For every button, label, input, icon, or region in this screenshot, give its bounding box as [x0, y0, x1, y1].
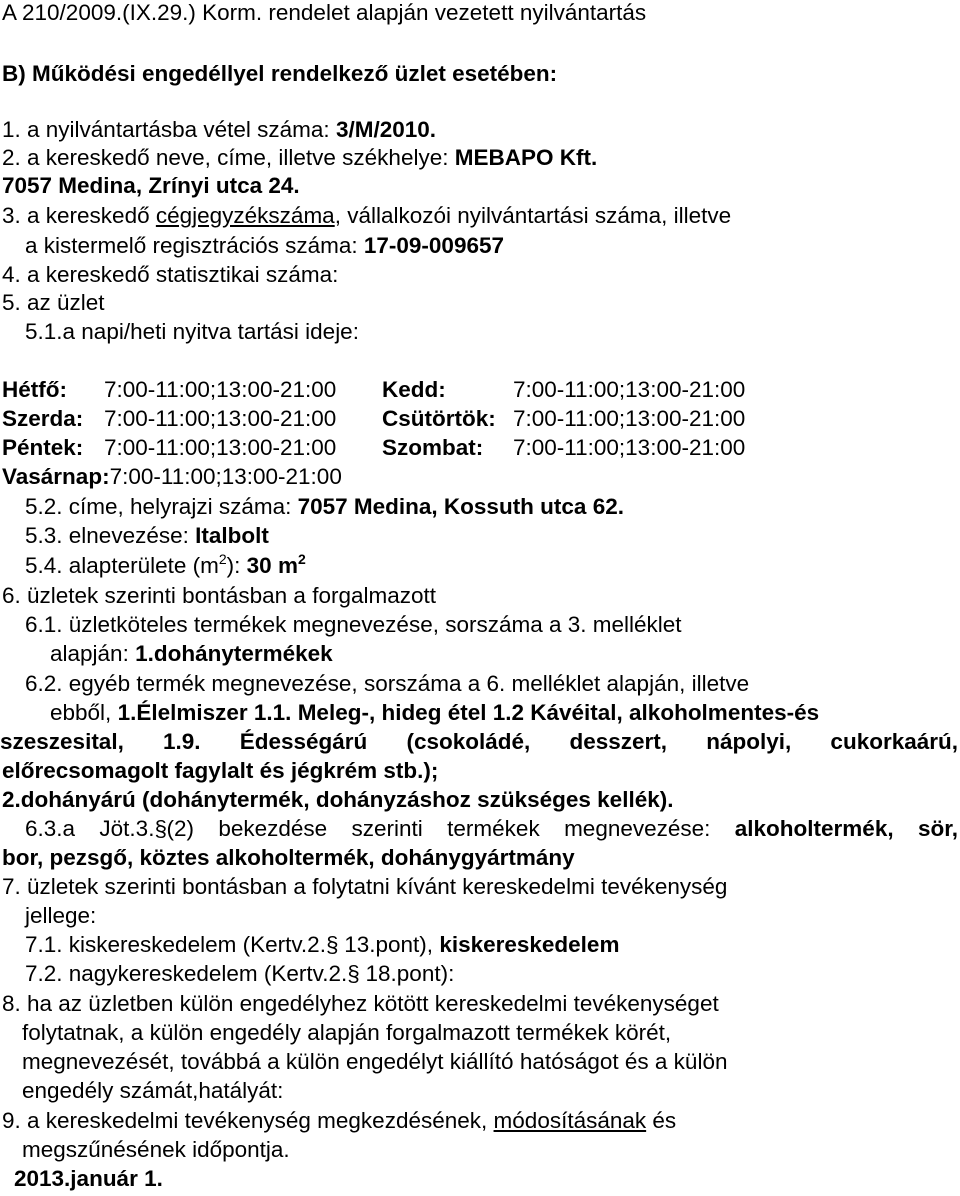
schedule-sat-label: Szombat: — [382, 435, 484, 460]
paragraph-symbol: § — [347, 961, 360, 986]
goods-6-1-value: alapján: 1.dohánytermékek — [50, 641, 333, 666]
goods-6: 6. üzletek szerinti bontásban a forgalmazott — [2, 583, 436, 608]
permits-8-line2: folytatnak, a külön engedély alapján forgalmazott termékek körét, — [22, 1020, 672, 1045]
goods-6-2: 6.2. egyéb termék megnevezése, sorszáma a 6. melléklet alapján, illetve — [25, 671, 750, 696]
activity-7-2: 7.2. nagykereskedelem (Kertv.2.§ 18.pont): — [25, 961, 455, 986]
activity-7-line2: jellege: — [25, 903, 97, 928]
goods-6-3: 6.3.a Jöt.3.§(2) bekezdése szerinti termékek megnevezése: alkoholtermék, sör, — [25, 816, 958, 841]
goods-6-2-line3: szeszesital, 1.9. Édességárú (csokoládé, desszert, nápolyi, cukorkaárú, — [0, 729, 958, 754]
schedule-mon-hours: 7:00-11:00;13:00-21:00 — [104, 377, 337, 402]
schedule-sat-hours: 7:00-11:00;13:00-21:00 — [513, 435, 746, 460]
schedule-sun: Vasárnap:7:00-11:00;13:00-21:00 — [2, 464, 342, 489]
goods-6-2-value: ebből, 1.Élelmiszer 1.1. Meleg-, hideg étel 1.2 Kávéital, alkoholmentes-és — [50, 700, 820, 725]
paragraph-symbol: § — [154, 816, 167, 841]
schedule-mon-label: Hétfő: — [2, 377, 67, 402]
permits-8-line3: megnevezését, továbbá a külön engedélyt kiállító hatóságot és a külön — [22, 1049, 728, 1074]
item-4: 4. a kereskedő statisztikai száma: — [2, 262, 339, 287]
permits-8: 8. ha az üzletben külön engedélyhez kötött kereskedelmi tevékenységet — [2, 991, 719, 1016]
permits-8-line4: engedély számát,hatályát: — [22, 1078, 284, 1103]
shop-name: 5.3. elnevezése: Italbolt — [25, 523, 269, 548]
goods-6-2-line5: 2.dohányárú (dohánytermék, dohányzáshoz szükséges kellék). — [2, 787, 674, 812]
goods-6-2-line4: előrecsomagolt fagylalt és jégkrém stb.); — [2, 758, 439, 783]
item-1: 1. a nyilvántartásba vétel száma: 3/M/2010. — [2, 117, 437, 142]
goods-6-3-line2: bor, pezsgő, köztes alkoholtermék, dohánygyártmány — [2, 845, 575, 870]
document-subtitle: B) Működési engedéllyel rendelkező üzlet esetében: — [2, 61, 558, 86]
schedule-wed-label: Szerda: — [2, 406, 84, 431]
item-5: 5. az üzlet — [2, 290, 105, 315]
document-date: 2013.január 1. — [14, 1166, 163, 1191]
schedule-wed-hours: 7:00-11:00;13:00-21:00 — [104, 406, 337, 431]
item-3-line2: a kistermelő regisztrációs száma: 17-09-009657 — [25, 233, 504, 258]
schedule-thu-hours: 7:00-11:00;13:00-21:00 — [513, 406, 746, 431]
schedule-fri-label: Péntek: — [2, 435, 84, 460]
item-2-address: 7057 Medina, Zrínyi utca 24. — [2, 173, 300, 198]
activity-7: 7. üzletek szerinti bontásban a folytatni kívánt kereskedelmi tevékenység — [2, 874, 728, 899]
item-2: 2. a kereskedő neve, címe, illetve székhelye: MEBAPO Kft. — [2, 145, 598, 170]
shop-address: 5.2. címe, helyrajzi száma: 7057 Medina, Kossuth utca 62. — [25, 494, 624, 519]
item-9-line2: megszűnésének időpontja. — [22, 1137, 290, 1162]
item-5-1: 5.1.a napi/heti nyitva tartási ideje: — [25, 319, 359, 344]
schedule-fri-hours: 7:00-11:00;13:00-21:00 — [104, 435, 337, 460]
schedule-thu-label: Csütörtök: — [382, 406, 496, 431]
shop-area: 5.4. alapterülete $(m^2)$: 30 $m^2$ — [25, 551, 306, 578]
paragraph-symbol: § — [325, 932, 339, 957]
activity-7-1: 7.1. kiskereskedelem (Kertv.2.§ 13.pont), kiskereskedelem — [25, 932, 620, 957]
schedule-tue-label: Kedd: — [382, 377, 446, 402]
document-title: A 210/2009.(IX.29.) Korm. rendelet alapján vezetett nyilvántartás — [2, 0, 647, 25]
schedule-tue-hours: 7:00-11:00;13:00-21:00 — [513, 377, 746, 402]
item-9: 9. a kereskedelmi tevékenység megkezdésének, módosításának és — [2, 1108, 677, 1133]
goods-6-1: 6.1. üzletköteles termékek megnevezése, sorszáma a 3. melléklet — [25, 612, 682, 637]
item-3: 3. a kereskedő cégjegyzékszáma, vállalkozói nyilvántartási száma, illetve — [2, 203, 732, 228]
